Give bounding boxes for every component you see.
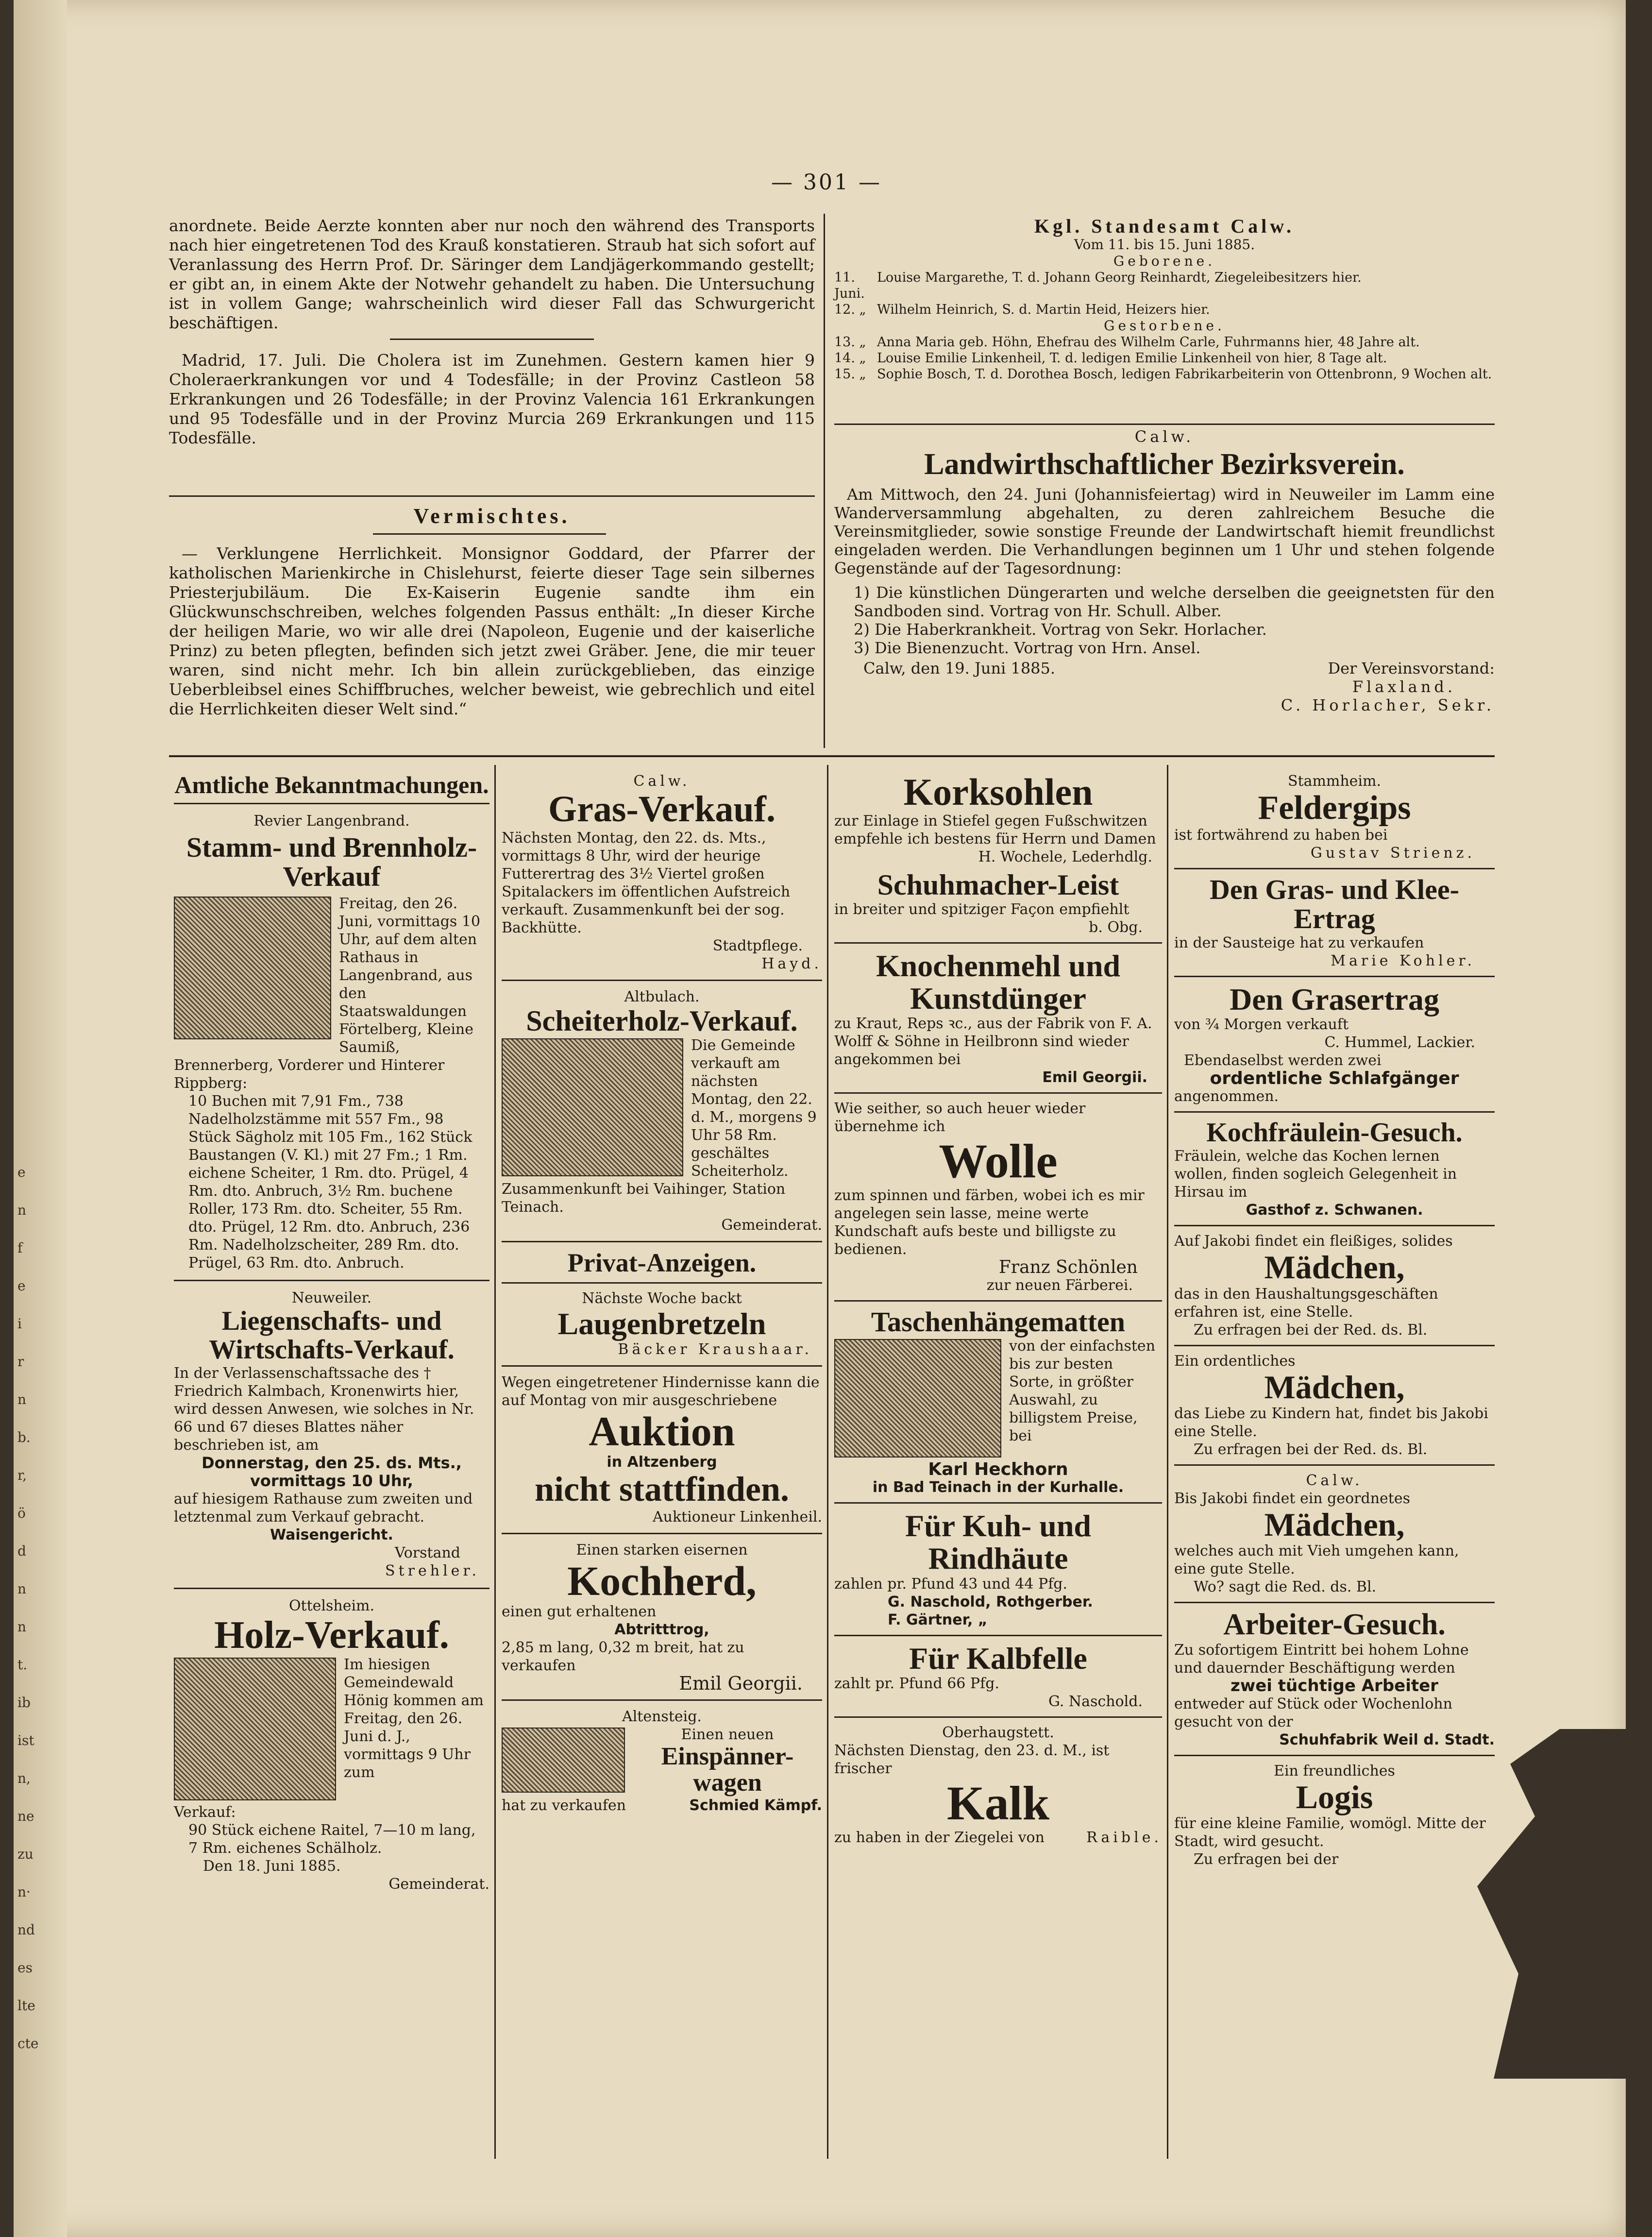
hammock-illustration — [834, 1339, 1001, 1457]
gutter-text-fragment: n — [17, 1581, 27, 1597]
ad-title: Kochherd, — [567, 1557, 757, 1604]
ad-signature: Stadtpflege. — [712, 937, 803, 954]
ad-signature: Franz Schönlen — [998, 1257, 1138, 1278]
gutter-text-fragment: ib — [17, 1695, 31, 1711]
gutter-text-fragment: i — [17, 1316, 22, 1332]
ad-body: in Altzenberg — [607, 1453, 717, 1471]
ad-body: 2,85 m lang, 0,32 m breit, hat zu verkaufen — [502, 1639, 744, 1674]
ad-signature: H. Wochele, Lederhdlg. — [978, 848, 1152, 865]
ad-place: Calw. — [1306, 1472, 1363, 1490]
woodcut-illustration — [174, 897, 331, 1039]
gutter-text-fragment: n, — [17, 1770, 31, 1786]
register-entry: 11. Juni. Louise Margarethe, T. d. Johann Georg Reinhardt, Ziegeleibesitzers hier. — [834, 270, 1362, 301]
ad-body: von der einfachsten bis zur besten Sorte, in größter Auswahl, zu billigstem Preise, bei — [1009, 1338, 1156, 1445]
gutter-text-fragment: r — [17, 1354, 24, 1370]
ad-signature: Hayd. — [761, 955, 822, 972]
ad-body: in breiter und spitziger Façon empfiehlt — [834, 900, 1129, 918]
ad-signature: in Bad Teinach in der Kurhalle. — [872, 1479, 1124, 1496]
standesamt-title: Kgl. Standesamt Calw. — [1034, 215, 1295, 237]
register-entry: 15. „ Sophie Bosch, T. d. Dorothea Bosch, ledigen Fabrikarbeiterin von Ottenbronn, 9 Wochen alt. — [834, 367, 1492, 382]
gutter-text-fragment: e — [17, 1278, 26, 1294]
ad-body: zu haben in der Ziegelei von — [834, 1829, 1045, 1846]
ad-body: entweder auf Stück oder Wochenlohn gesucht von der — [1174, 1695, 1452, 1730]
news-column — [169, 216, 815, 454]
news-paragraph: Madrid, 17. Juli. Die Cholera ist im Zunehmen. Gestern kamen hier 9 Choleraerkrankungen vor und 4 Todesfälle; in der Provinz Castleon 58 Erkrankungen und 26 Todesfälle; in der Provinz Valencia 161 Erkrankungen und 95 Todesfälle und in der Provinz Murcia 269 Erkrankungen und 115 Todesfälle. — [169, 351, 815, 447]
ad-place: Altbulach. — [624, 988, 700, 1005]
ad-title: Taschenhängematten — [871, 1306, 1126, 1338]
ad-date: Den 18. Juni 1885. — [203, 1857, 341, 1875]
gutter-text-fragment: n — [17, 1619, 27, 1635]
ad-place: Neuweiler. — [291, 1289, 372, 1307]
gutter-text-fragment: cte — [17, 2035, 39, 2051]
news-paragraph: anordnete. Beide Aerzte konnten aber nur noch den während des Transports nach hier eingetretenen Tod des Krauß konstatieren. Straub hat sich sofort auf Veranlassung des Herrn Prof. Dr. Säringer dem Landjägerkommando gestellt; er gibt an, in einem Akte der Notwehr gehandelt zu haben. Die Untersuchung ist in vollem Gange; wahrscheinlich wird dieser Fall das Schwurgericht beschäftigen. — [169, 216, 815, 332]
ad-title: Schuhmacher-Leist — [877, 868, 1119, 901]
ad-body: 90 Stück eichene Raitel, 7—10 m lang, 7 Rm. eichenes Schälholz. — [188, 1821, 476, 1857]
ad-signature: Gustav Strienz. — [1310, 844, 1475, 862]
woodcut-illustration — [174, 1658, 336, 1800]
ad-body: ist fortwährend zu haben bei — [1174, 826, 1388, 844]
ad-body: 10 Buchen mit 7,91 Fm., 738 Nadelholzstämme mit 557 Fm., 98 Stück Sägholz mit 105 Fm., 162 Stück Baustangen (V. Kl.) mit 27 Fm.; 1 Rm. eichene Scheiter, 1 Rm. dto. Prügel, 4 Rm. dto. Anbruch, 3½ Rm. buchene Roller, 173 Rm. dto. Scheiter, 55 Rm. dto. Prügel, 12 Rm. dto. Anbruch, 236 Rm. Nadelholzscheiter, 289 Rm. dto. Prügel, 63 Rm. dto. Anbruch. — [188, 1093, 472, 1272]
ad-body: Auf Jakobi findet ein fleißiges, solides — [1174, 1233, 1453, 1250]
ad-body: zur Einlage in Stiefel gegen Fußschwitzen empfehle ich bestens für Herrn und Damen — [834, 812, 1156, 847]
ad-body: Nächsten Montag, den 22. ds. Mts., vormittags 8 Uhr, wird der heurige Futterertrag des 3½ Viertel großen Spitalackers im öffentlichen Aufstreich verkauft. Zusammenkunft bei der sog. Backhütte. — [502, 829, 791, 936]
ad-title: Den Gras- und Klee-Ertrag — [1210, 873, 1459, 935]
ad-place: Oberhaugstett. — [942, 1724, 1054, 1741]
ad-body: Bis Jakobi findet ein geordnetes — [1174, 1490, 1410, 1508]
ad-place: Stammheim. — [1287, 773, 1382, 790]
ad-body: Einen starken eisernen — [576, 1541, 748, 1559]
register-entry: 13. „ Anna Maria geb. Höhn, Ehefrau des Wilhelm Carle, Fuhrmanns hier, 48 Jahre alt. — [834, 335, 1420, 350]
private-ads-header: Privat-Anzeigen. — [567, 1248, 757, 1277]
verein-title: Landwirthschaftlicher Bezirksverein. — [924, 448, 1405, 481]
ad-title: Mädchen, — [1264, 1368, 1405, 1406]
gutter-text-fragment: d — [17, 1543, 26, 1559]
ad-body: Nächsten Dienstag, den 23. d. M., ist frischer — [834, 1742, 1110, 1777]
ad-title: Mädchen, — [1264, 1249, 1405, 1286]
ad-signature: Waisengericht. — [270, 1526, 393, 1543]
standesamt-born-heading: Geborene. — [1113, 253, 1216, 269]
gutter-text-fragment: r, — [17, 1467, 27, 1483]
ad-signature: Marie Kohler. — [1331, 952, 1475, 970]
ad-body: Fräulein, welche das Kochen lernen wollen, finden sogleich Gelegenheit in Hirsau im — [1174, 1148, 1457, 1201]
ad-body: von ¾ Morgen verkauft — [1174, 1016, 1349, 1034]
ad-column-3 — [834, 772, 1162, 1847]
ad-body: Ein ordentliches — [1174, 1352, 1296, 1370]
ad-signature: G. Naschold. — [1048, 1693, 1143, 1710]
ad-signature: Raible. — [1086, 1829, 1162, 1846]
gutter-text-fragment: ist — [17, 1732, 34, 1748]
ad-title: Holz-Verkauf. — [214, 1613, 449, 1657]
ad-body: einen gut erhaltenen — [502, 1603, 657, 1620]
ad-title: Wolle — [939, 1134, 1058, 1188]
ad-body: Nächste Woche backt — [582, 1290, 742, 1307]
ad-title: Arbeiter-Gesuch. — [1223, 1608, 1446, 1642]
standesamt-range: Vom 11. bis 15. Juni 1885. — [1074, 237, 1255, 253]
ad-signature: Vorstand — [394, 1544, 460, 1561]
ad-title: Liegenschafts- und Wirtschafts-Verkauf. — [209, 1306, 455, 1365]
ad-signature: Zu erfragen bei der Red. ds. Bl. — [1194, 1321, 1428, 1339]
ad-signature: Zu erfragen bei der Red. ds. Bl. — [1194, 1441, 1428, 1458]
ad-body: Ebendaselbst werden zwei — [1184, 1052, 1382, 1069]
ad-body: in der Sausteige hat zu verkaufen — [1174, 934, 1424, 952]
ad-signature: Gemeinderat. — [388, 1875, 489, 1893]
ad-body: Im hiesigen Gemeindewald Hönig kommen am Freitag, den 26. Juni d. J., vormittags 9 Uhr zum — [344, 1656, 484, 1781]
ad-signature: Gasthof z. Schwanen. — [1246, 1202, 1423, 1219]
ad-body: Einen neuen — [681, 1726, 774, 1743]
verein-signature: Der Vereinsvorstand: — [1328, 659, 1495, 678]
gutter-text-fragment: b. — [17, 1429, 31, 1445]
ad-signature: Gemeinderat. — [721, 1216, 822, 1234]
ad-title: Laugenbretzeln — [557, 1306, 766, 1341]
ad-title: Kalk — [946, 1776, 1050, 1830]
ad-signature: Zu erfragen bei der — [1194, 1850, 1339, 1868]
ad-title: Für Kuh- und Rindhäute — [905, 1508, 1091, 1576]
ad-title: Korksohlen — [903, 771, 1093, 813]
ad-title: Feldergips — [1258, 789, 1411, 827]
ad-title: Scheiterholz-Verkauf. — [526, 1004, 798, 1037]
ad-signature: Schmied Kämpf. — [689, 1797, 822, 1814]
gutter-text-fragment: ne — [17, 1808, 34, 1824]
verein-signature: C. Horlacher, Sekr. — [1281, 696, 1495, 715]
verein-item: 1) Die künstlichen Düngerarten und welche derselben die geeignetsten für den Sandboden sind. Vortrag von Hr. Schull. Alber. — [854, 583, 1495, 621]
ad-signature: Strehler. — [385, 1562, 480, 1579]
newspaper-page — [14, 0, 1626, 2237]
ad-body: das in den Haushaltungsgeschäften erfahren ist, eine Stelle. — [1174, 1285, 1438, 1321]
ad-column-2 — [502, 772, 822, 1814]
ad-place: Altensteig. — [622, 1708, 702, 1725]
gutter-text-fragment: e — [17, 1164, 26, 1180]
ad-body: für eine kleine Familie, womögl. Mitte der Stadt, wird gesucht. — [1174, 1814, 1486, 1850]
gutter-text-fragment: n — [17, 1202, 27, 1218]
verein-item: 3) Die Bienenzucht. Vortrag von Hrn. Ansel. — [854, 639, 1201, 658]
gutter-text-fragment: lte — [17, 1998, 35, 2014]
ad-body: angenommen. — [1174, 1088, 1279, 1105]
ad-signature: G. Naschold, Rothgerber. — [888, 1593, 1093, 1610]
ad-date: Donnerstag, den 25. ds. Mts., vormittags 10 Uhr, — [202, 1453, 462, 1490]
ad-title: Für Kalbfelle — [909, 1641, 1087, 1676]
section-title-vermischtes: Vermischtes. — [413, 504, 571, 528]
verein-notice — [834, 427, 1495, 714]
ad-body: ordentliche Schlafgänger — [1210, 1068, 1459, 1089]
verein-place: Calw. — [1134, 427, 1195, 446]
ad-body: zahlen pr. Pfund 43 und 44 Pfg. — [834, 1575, 1068, 1593]
gutter-text-fragment: t. — [17, 1657, 28, 1673]
ad-body: Ein freundliches — [1274, 1762, 1395, 1779]
ad-signature: Emil Georgii. — [679, 1672, 803, 1694]
gutter-text-fragment: n· — [17, 1884, 31, 1900]
gutter-text-fragment: zu — [17, 1846, 34, 1862]
ad-body: In der Verlassenschaftssache des † Friedrich Kalmbach, Kronenwirts hier, wird dessen Anwesen, wie solches in Nr. 66 und 67 dieses Blattes näher beschrieben ist, am — [174, 1364, 474, 1454]
ad-place: Revier Langenbrand. — [253, 812, 410, 830]
news-paragraph: — Verklungene Herrlichkeit. Monsignor Goddard, der Pfarrer der katholischen Marienkirche in Chislehurst, feierte dieser Tage sein silbernes Priesterjubiläum. Die Ex-Kaiserin Eugenie sandte ihm ein Glückwunschschreiben, welches folgenden Passus enthält: „In dieser Kirche der heiligen Marie, wo wir alle drei (Napoleon, Eugenie und der kaiserliche Prinz) zu beten pflegten, befinden sich jetzt zwei Gräber. Jene, die mir teuer waren, sind nicht mehr. Ich bin allein zurückgeblieben, das einzige Ueberbleibsel eines Schiffbruches, welcher beweist, wie gebrechlich und eitel die Herrlichkeiten dieser Welt sind.“ — [169, 544, 815, 718]
ad-body: Wegen eingetretener Hindernisse kann die auf Montag von mir ausgeschriebene — [502, 1373, 820, 1409]
ad-item: Abtritttrog, — [614, 1621, 709, 1638]
ad-body: das Liebe zu Kindern hat, findet bis Jakobi eine Stelle. — [1174, 1405, 1488, 1440]
verein-date: Calw, den 19. Juni 1885. — [863, 659, 1056, 678]
ad-title: Gras-Verkauf. — [548, 789, 775, 830]
ad-title: Mädchen, — [1264, 1506, 1405, 1543]
ad-signature: Emil Georgii. — [1042, 1069, 1147, 1086]
gutter-text-fragment: nd — [17, 1922, 35, 1938]
ad-body: Die Gemeinde verkauft am nächsten Montag, den 22. d. M., morgens 9 Uhr 58 Rm. geschältes Scheiterholz. Zusammenkunft bei Vaihinger, Station Teinach. — [502, 1036, 817, 1216]
ad-signature: b. Obg. — [1089, 918, 1143, 936]
ad-body: Freitag, den 26. Juni, vormittags 10 Uhr, auf dem alten Rathaus in Langenbrand, aus den Staatswaldungen Förtelberg, Kleine Saumiß, Brennerberg, Vorderer und Hinterer Rippberg: — [174, 895, 481, 1092]
verein-item: 2) Die Haberkrankheit. Vortrag von Sekr. Horlacher. — [854, 620, 1267, 639]
ad-place: Ottelsheim. — [288, 1597, 375, 1614]
ad-signature: Schuhfabrik Weil d. Stadt. — [1279, 1731, 1495, 1748]
woodcut-illustration — [502, 1038, 683, 1176]
ad-column-1 — [174, 772, 489, 1893]
wagon-illustration — [502, 1728, 625, 1793]
ad-title: Einspänner-wagen — [661, 1742, 794, 1797]
ad-column-4 — [1174, 772, 1495, 1868]
ad-body: zu Kraut, Reps ꝛc., aus der Fabrik von F. A. Wolff & Söhne in Heilbronn sind wieder angekommen bei — [834, 1015, 1152, 1068]
ad-title: Logis — [1296, 1778, 1373, 1815]
ad-body: zum spinnen und färben, wobei ich es mir angelegen sein lasse, meine werte Kundschaft aufs beste und billigste zu bedienen. — [834, 1187, 1145, 1258]
ad-body: zwei tüchtige Arbeiter — [1231, 1676, 1438, 1695]
page-number: — 301 — — [771, 170, 882, 195]
ad-signature: F. Gärtner, „ — [888, 1611, 988, 1628]
ad-body: Wie seither, so auch heuer wieder übernehme ich — [834, 1100, 1086, 1135]
ad-title: nicht stattfinden. — [534, 1469, 790, 1508]
ad-signature: zur neuen Färberei. — [986, 1277, 1133, 1294]
gutter-text-fragment: n — [17, 1391, 27, 1407]
gutter-text-fragment: ö — [17, 1505, 26, 1521]
ad-title: Den Grasertrag — [1230, 982, 1439, 1017]
news-column-vermischtes — [169, 544, 815, 725]
ad-title: Auktion — [589, 1407, 735, 1455]
binding-gutter — [14, 0, 67, 2237]
ad-place: Calw. — [633, 773, 691, 790]
register-entry: 12. „ Wilhelm Heinrich, S. d. Martin Heid, Heizers hier. — [834, 302, 1210, 317]
ad-signature: Karl Heckhorn — [928, 1459, 1068, 1480]
ad-body: auf hiesigem Rathause zum zweiten und letztenmal zum Verkauf gebracht. — [174, 1490, 473, 1525]
ad-title: Knochenmehl und Kunstdünger — [876, 948, 1121, 1016]
verein-body: Am Mittwoch, den 24. Juni (Johannisfeiertag) wird in Neuweiler im Lamm eine Wanderversammlung abgehalten, zu deren zahlreichem Besuche die Vereinsmitglieder, sowie sonstige Freunde der Landwirtschaft hiemit freundlichst eingeladen werden. Die Verhandlungen beginnen um 1 Uhr und stehen folgende Gegenstände auf der Tagesordnung: — [834, 485, 1495, 578]
ad-signature: Wo? sagt die Red. ds. Bl. — [1194, 1578, 1377, 1596]
register-entry: 14. „ Louise Emilie Linkenheil, T. d. ledigen Emilie Linkenheil von hier, 8 Tage alt. — [834, 351, 1387, 366]
ad-signature: Bäcker Kraushaar. — [618, 1340, 812, 1358]
gutter-text-fragment: es — [17, 1960, 33, 1976]
ad-signature: Auktioneur Linkenheil. — [652, 1508, 822, 1525]
ad-title: Kochfräulein-Gesuch. — [1206, 1118, 1463, 1148]
ad-body: Verkauf: — [174, 1803, 236, 1821]
gutter-text-fragment: f — [17, 1240, 23, 1256]
ad-body: hat zu verkaufen — [502, 1797, 626, 1814]
amtliche-header: Amtliche Bekanntmachungen. — [174, 771, 489, 798]
standesamt-notice — [834, 216, 1495, 382]
ad-body: welches auch mit Vieh umgehen kann, eine gute Stelle. — [1174, 1542, 1459, 1578]
ad-body: zahlt pr. Pfund 66 Pfg. — [834, 1675, 999, 1692]
ad-body: Zu sofortigem Eintritt bei hohem Lohne und dauernder Beschäftigung werden — [1174, 1641, 1469, 1677]
ad-signature: C. Hummel, Lackier. — [1324, 1034, 1475, 1051]
ad-title: Stamm- und Brennholz-Verkauf — [186, 831, 477, 893]
standesamt-died-heading: Gestorbene. — [1104, 318, 1225, 334]
verein-signature: Flaxland. — [1352, 678, 1456, 696]
